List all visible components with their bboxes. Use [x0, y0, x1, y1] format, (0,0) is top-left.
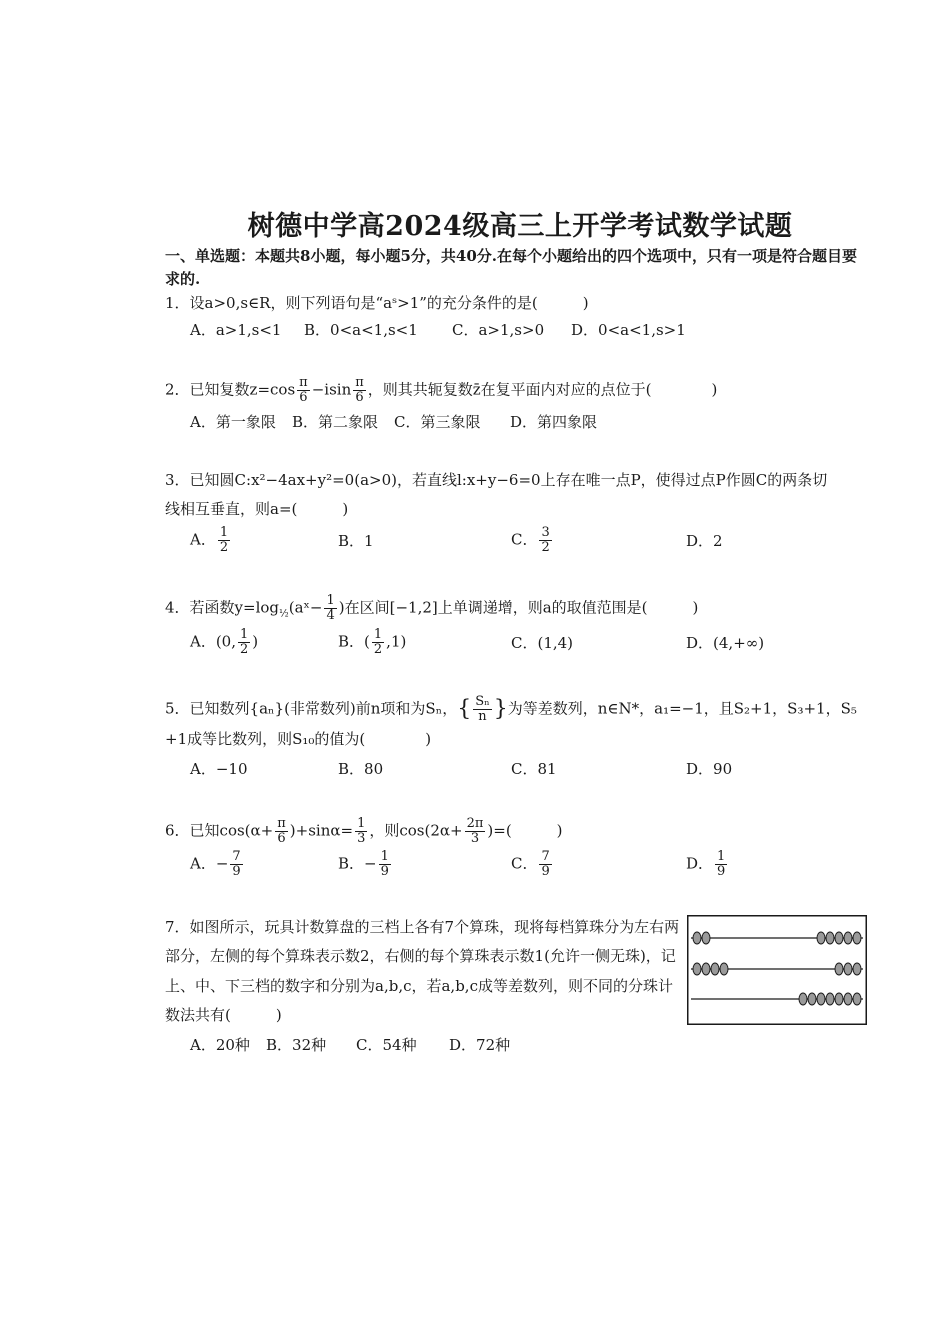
abacus-bead-right [817, 932, 825, 944]
q3-option-b: B．1 [338, 532, 374, 550]
frac-den: 4 [326, 608, 335, 623]
q4-option-c: C．(1,4) [511, 634, 574, 652]
abacus-bead-right [853, 932, 861, 944]
brace-right: } [493, 696, 508, 722]
q2-option-d: D．第四象限 [510, 413, 598, 431]
q4-stem-part: (aˣ− [288, 598, 323, 617]
option-label: C． [511, 530, 538, 549]
q4-option-a [190, 628, 258, 657]
frac-den: 9 [232, 864, 241, 879]
q7-stem-line3: 上、中、下三档的数字和分别为a,b,c，若a,b,c成等差数列，则不同的分珠计 [165, 977, 673, 995]
q3-option-d: D．2 [686, 532, 723, 550]
q5-option-c: C．81 [511, 760, 557, 778]
q6-stem-part: )+sinα= [289, 821, 354, 840]
abacus-bead-right [853, 993, 861, 1005]
q3-stem-line2: 线相互垂直，则a=( ) [165, 500, 349, 518]
q2-stem-part: ，则其共轭复数z̄在复平面内对应的点位于( ) [367, 380, 718, 399]
q5-stem-frac [473, 695, 492, 724]
frac-num: Sₙ [475, 694, 490, 709]
abacus-bead-right [844, 932, 852, 944]
q2-frac-2 [353, 376, 366, 405]
q1-option-b: B．0<a<1,s<1 [304, 321, 418, 339]
frac-den: 2 [219, 540, 229, 555]
frac-den: 6 [355, 390, 364, 405]
q5-stem-part: 为等差数列，n∈N*，a₁=−1，且S₂+1，S₃+1，S₅ [507, 699, 857, 718]
q6-frac-2 [355, 817, 367, 846]
q6-frac-1 [275, 817, 288, 846]
brace-left: { [457, 696, 472, 722]
abacus-bead-right [844, 993, 852, 1005]
q3-option-a [190, 526, 232, 555]
q6-option-a [190, 850, 245, 879]
q4-opt-b-frac [372, 628, 384, 657]
q4-opt-a-frac [238, 628, 250, 657]
q7-option-c: C．54种 [356, 1036, 417, 1054]
abacus-bead-right [817, 993, 825, 1005]
abacus-bead-right [808, 993, 816, 1005]
frac-num: 1 [240, 627, 249, 642]
option-label: D． [686, 854, 714, 873]
q7-option-a: A．20种 [190, 1036, 250, 1054]
q7-stem-line4: 数法共有( ) [165, 1006, 282, 1024]
frac-num: π [355, 375, 364, 390]
frac-num: π [277, 816, 286, 831]
abacus-bead-right [826, 932, 834, 944]
q1-stem: 1．设a>0,s∈R，则下列语句是“aˢ>1”的充分条件的是( ) [165, 294, 589, 312]
abacus-bead-left [720, 963, 728, 975]
q6-stem-part: )=( ) [487, 821, 563, 840]
q4-option-b [338, 628, 406, 657]
q5-option-d: D．90 [686, 760, 733, 778]
frac-den: n [478, 709, 487, 724]
frac-num: π [299, 375, 308, 390]
frac-den: 9 [380, 864, 389, 879]
q6-opt-d-frac [715, 850, 727, 879]
q5-option-a: A．−10 [190, 760, 248, 778]
q2-option-b: B．第二象限 [292, 413, 379, 431]
q5-stem-line2: +1成等比数列，则S₁₀的值为( ) [165, 730, 432, 748]
q2-option-a: A．第一象限 [190, 413, 276, 431]
abacus-bead-left [702, 963, 710, 975]
q3-opt-c-frac [539, 526, 551, 555]
abacus-bead-right [853, 963, 861, 975]
q3-stem-line1: 3．已知圆C:x²−4ax+y²=0(a>0)，若直线l:x+y−6=0上存在唯一点P，使得过点P作圆C的两条切 [165, 471, 828, 489]
q6-opt-a-frac [230, 850, 242, 879]
frac-num: 1 [717, 849, 726, 864]
q2-stem-part: 2．已知复数z=cos [165, 380, 296, 399]
q6-stem [165, 817, 563, 846]
q7-option-b: B．32种 [266, 1036, 327, 1054]
frac-den: 6 [299, 390, 308, 405]
q4-stem-part: )在区间[−1,2]上单调递增，则a的取值范围是( ) [338, 598, 699, 617]
frac-num: 1 [373, 627, 383, 642]
option-label: C． [511, 854, 538, 873]
abacus-bead-right [835, 932, 843, 944]
section-heading-cont: 求的. [165, 270, 201, 288]
option-label: B．− [338, 854, 377, 873]
q6-opt-c-frac [539, 850, 551, 879]
frac-den: 6 [277, 831, 286, 846]
frac-num: 1 [380, 849, 389, 864]
q4-stem-frac [324, 594, 336, 623]
q2-frac-1 [297, 376, 310, 405]
q5-stem [165, 695, 857, 724]
abacus-figure [687, 915, 867, 1025]
q1-option-a: A．a>1,s<1 [190, 321, 282, 339]
frac-den: 3 [470, 831, 480, 846]
frac-den: 3 [357, 831, 366, 846]
abacus-bead-right [835, 993, 843, 1005]
frac-den: 2 [541, 540, 550, 555]
q7-option-d: D．72种 [449, 1036, 511, 1054]
section-heading: 一、单选题：本题共8小题，每小题5分，共40分.在每个小题给出的四个选项中，只有一项是符合题目要 [165, 247, 857, 265]
abacus-bead-left [693, 932, 701, 944]
q4-option-d: D．(4,+∞) [686, 634, 765, 652]
abacus-bead-right [844, 963, 852, 975]
option-tail: ,1) [386, 632, 407, 651]
q5-option-b: B．80 [338, 760, 384, 778]
q1-option-d: D．0<a<1,s>1 [571, 321, 686, 339]
frac-den: 2 [240, 642, 249, 657]
frac-num: 1 [357, 816, 366, 831]
q1-option-c: C．a>1,s>0 [452, 321, 545, 339]
q6-frac-3 [465, 817, 486, 846]
frac-num: 1 [326, 593, 335, 608]
frac-num: 7 [232, 849, 241, 864]
q2-stem [165, 376, 717, 405]
frac-num: 7 [541, 849, 550, 864]
frac-num: 2π [466, 816, 484, 831]
frac-den: 9 [717, 864, 726, 879]
q2-option-c: C．第三象限 [394, 413, 481, 431]
q7-stem-line2: 部分，左侧的每个算珠表示数2，右侧的每个算珠表示数1(允许一侧无珠)，记 [165, 947, 676, 965]
q4-stem [165, 594, 698, 625]
frac-den: 9 [541, 864, 550, 879]
frac-num: 3 [541, 525, 550, 540]
q5-stem-part: 5．已知数列{aₙ}(非常数列)前n项和为Sₙ， [165, 699, 458, 718]
option-label: A．− [190, 854, 229, 873]
frac-num: 1 [219, 525, 229, 540]
q3-option-c [511, 526, 554, 555]
q6-option-d [686, 850, 729, 879]
q6-stem-part: ，则cos(2α+ [369, 821, 463, 840]
q6-option-c [511, 850, 554, 879]
q4-stem-part: 4．若函数y=log [165, 598, 280, 617]
abacus-bead-left [693, 963, 701, 975]
q3-opt-a-frac [218, 526, 230, 555]
page-title: 树德中学高2024级高三上开学考试数学试题 [247, 211, 793, 242]
option-label: B．( [338, 632, 370, 651]
q6-stem-part: 6．已知cos(α+ [165, 821, 274, 840]
abacus-bead-left [702, 932, 710, 944]
abacus-bead-left [711, 963, 719, 975]
q4-log-base: ½ [279, 608, 289, 620]
frac-den: 2 [373, 642, 383, 657]
abacus-bead-right [835, 963, 843, 975]
q6-opt-b-frac [379, 850, 391, 879]
q7-stem-line1: 7．如图所示，玩具计数算盘的三档上各有7个算珠，现将每档算珠分为左右两 [165, 918, 680, 936]
option-tail: ) [252, 632, 259, 651]
q6-option-b [338, 850, 393, 879]
abacus-bead-right [826, 993, 834, 1005]
q2-stem-part: −isin [311, 380, 352, 399]
abacus-bead-right [799, 993, 807, 1005]
option-label: A． [190, 530, 216, 549]
option-label: A．(0, [190, 632, 236, 651]
